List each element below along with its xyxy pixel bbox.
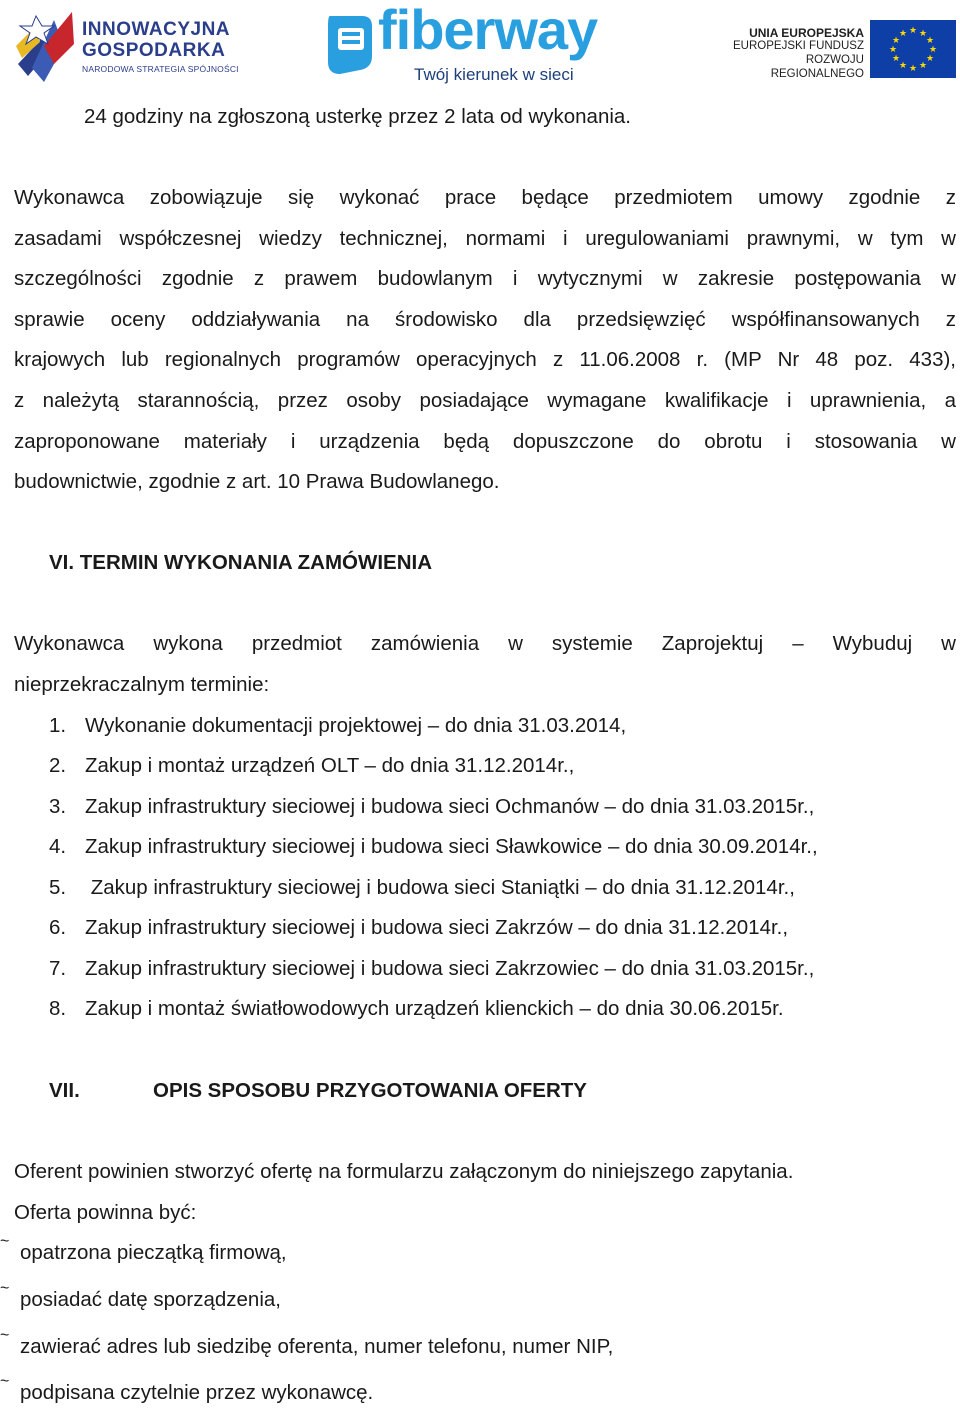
paragraph-line: z należytą starannością, przez osoby posiadające wymagane kwalifikacje i uprawnienia, a: [14, 389, 956, 412]
paragraph-line: budownictwie, zgodnie z art. 10 Prawa Budowlanego.: [14, 470, 500, 493]
deadline-item: Zakup infrastruktury sieciowej i budowa sieci Ochmanów – do dnia 31.03.2015r.,: [85, 795, 815, 818]
intro-line: 24 godziny na zgłoszoną usterkę przez 2 lata od wykonania.: [84, 105, 632, 128]
eu-logo-line1: UNIA EUROPEJSKA: [749, 26, 864, 40]
deadline-item: Wykonanie dokumentacji projektowej – do dnia 31.03.2014,: [85, 714, 627, 737]
paragraph-line: Wykonawca zobowiązuje się wykonać prace będące przedmiotem umowy zgodnie z: [14, 186, 956, 209]
deadline-number: 2.: [49, 754, 67, 777]
svg-text:★: ★: [891, 54, 901, 64]
eu-logo-line2: EUROPEJSKI FUNDUSZ: [733, 40, 864, 53]
svg-text:★: ★: [898, 61, 908, 71]
deadline-number: 3.: [49, 795, 67, 818]
svg-text:★: ★: [891, 36, 901, 46]
paragraph-line: sprawie oceny oddziaływania na środowisko dla przedsięwzięć współfinansowanych z: [14, 308, 956, 331]
svg-text:★: ★: [925, 36, 935, 46]
deadline-item: Zakup i montaż urządzeń OLT – do dnia 31.12.2014r.,: [85, 754, 575, 777]
bullet-marker: ~: [0, 1233, 10, 1250]
deadline-number: 1.: [49, 714, 67, 737]
svg-text:★: ★: [925, 54, 935, 64]
deadline-item: Zakup infrastruktury sieciowej i budowa sieci Zakrzów – do dnia 31.12.2014r.,: [85, 916, 789, 939]
svg-text:★: ★: [908, 64, 918, 74]
section-vii-title: OPIS SPOSOBU PRZYGOTOWANIA OFERTY: [153, 1079, 587, 1102]
svg-text:★: ★: [918, 29, 928, 39]
requirement-item: opatrzona pieczątką firmową,: [20, 1241, 287, 1264]
deadline-item: Zakup infrastruktury sieciowej i budowa sieci Sławkowice – do dnia 30.09.2014r.,: [85, 835, 818, 858]
fiberway-wordmark: fiberway: [378, 0, 598, 61]
section-vi-heading: VI. TERMIN WYKONANIA ZAMÓWIENIA: [49, 551, 433, 574]
bullet-marker: ~: [0, 1327, 10, 1344]
ig-logo-line1: INNOWACYJNA: [82, 19, 231, 40]
svg-text:★: ★: [898, 29, 908, 39]
requirement-item: zawierać adres lub siedzibę oferenta, numer telefonu, numer NIP,: [20, 1335, 614, 1358]
deadline-number: 7.: [49, 957, 67, 980]
paragraph-line: zaproponowane materiały i urządzenia będą dopuszczone do obrotu i stosowania w: [14, 430, 956, 453]
bullet-marker: ~: [0, 1373, 10, 1390]
ig-logo-tagline: NARODOWA STRATEGIA SPÓJNOŚCI: [82, 64, 239, 74]
svg-text:★: ★: [918, 61, 928, 71]
fiberway-tagline: Twój kierunek w sieci: [414, 65, 574, 84]
offer-requirements-intro: Oferta powinna być:: [14, 1201, 197, 1224]
offer-instruction: Oferent powinien stworzyć ofertę na formularzu załączonym do niniejszego zapytania.: [14, 1160, 794, 1183]
deadline-number: 6.: [49, 916, 67, 939]
ig-logo-line2: GOSPODARKA: [82, 40, 226, 61]
paragraph-line: zasadami współczesnej wiedzy technicznej, normami i uregulowaniami prawnymi, w tym w: [14, 227, 956, 250]
svg-text:★: ★: [908, 26, 918, 36]
deadline-item: Zakup infrastruktury sieciowej i budowa sieci Staniątki – do dnia 31.12.2014r.,: [85, 876, 795, 899]
deadline-number: 8.: [49, 997, 67, 1020]
deadline-item: Zakup infrastruktury sieciowej i budowa sieci Zakrzowiec – do dnia 31.03.2015r.,: [85, 957, 815, 980]
section-vii-number: VII.: [49, 1079, 80, 1102]
eu-logo-line3: ROZWOJU REGIONALNEGO: [770, 54, 864, 80]
paragraph-line: krajowych lub regionalnych programów operacyjnych z 11.06.2008 r. (MP Nr 48 poz. 433),: [14, 348, 956, 371]
paragraph-line: szczególności zgodnie z prawem budowlanym i wytycznymi w zakresie postępowania w: [14, 267, 956, 290]
deadline-item: Zakup i montaż światłowodowych urządzeń klienckich – do dnia 30.06.2015r.: [85, 997, 784, 1020]
section-vi-intro: nieprzekraczalnym terminie:: [14, 673, 270, 696]
requirement-item: podpisana czytelnie przez wykonawcę.: [20, 1381, 374, 1404]
svg-text:★: ★: [928, 45, 938, 55]
deadline-number: 4.: [49, 835, 67, 858]
svg-text:★: ★: [888, 45, 898, 55]
requirement-item: posiadać datę sporządzenia,: [20, 1288, 281, 1311]
deadline-number: 5.: [49, 876, 67, 899]
bullet-marker: ~: [0, 1280, 10, 1297]
section-vi-intro: Wykonawca wykona przedmiot zamówienia w systemie Zaprojektuj – Wybuduj w: [14, 632, 956, 655]
